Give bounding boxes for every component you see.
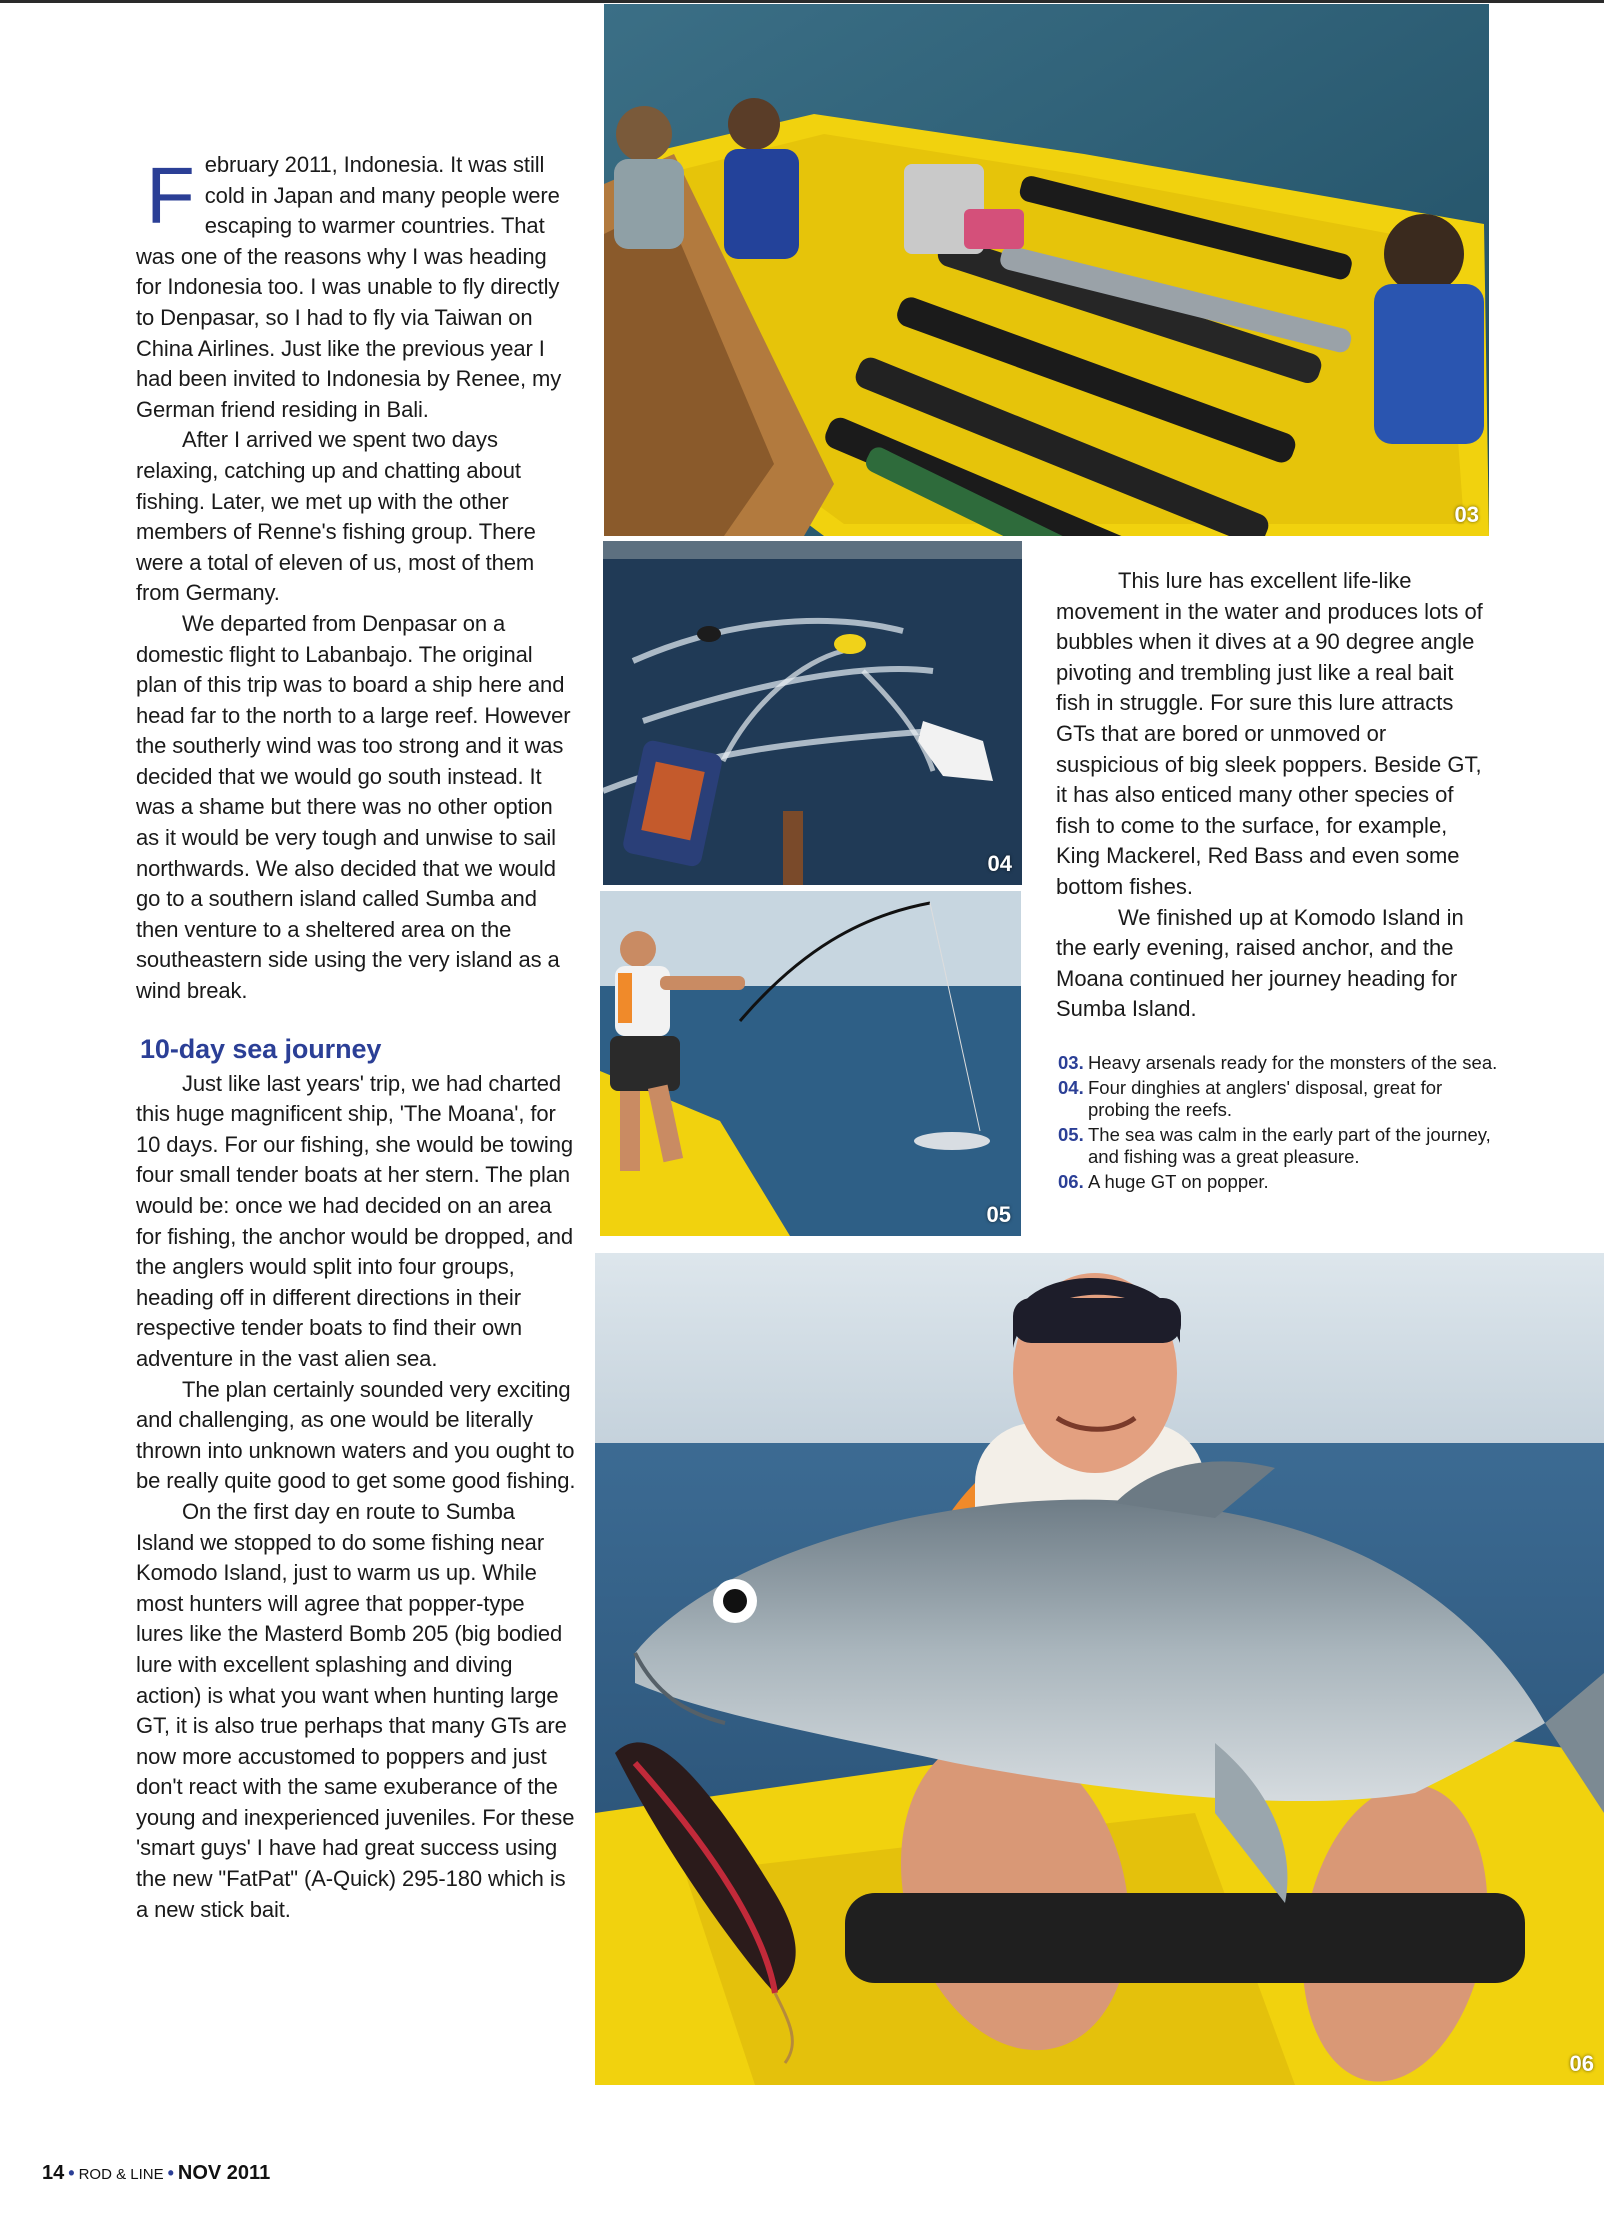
photo-rod-cases: [604, 4, 1489, 536]
section-heading: 10-day sea journey: [140, 1033, 382, 1064]
photo-angler-fighting-illustration: [600, 891, 1021, 1236]
photo-giant-trevally-illustration: [595, 1253, 1604, 2085]
photo-number: 03: [1454, 502, 1479, 527]
issue-date: NOV 2011: [177, 2162, 271, 2184]
photo-number: 05: [986, 1202, 1011, 1227]
caption-06: [1058, 1171, 1498, 1193]
bullet-separator: •: [167, 2163, 174, 2183]
photo-dinghies-illustration: [603, 541, 1022, 885]
caption-04: [1058, 1077, 1498, 1121]
body-paragraph-7: This lure has excellent life-like movement in the water and produces lots of bubbles when it dives at a 90 degree angle pivoting and trembling just like a real bait fish in struggle. For sure this lure attracts GTs that are bored or unmoved or suspicious of big sleek poppers. Beside GT, it has also enticed many other species of fish to come to the surface, for example, King Mackerel, Red Bass and even some bottom fishes.: [1056, 568, 1483, 899]
caption-number: 05.: [1058, 1124, 1084, 1145]
body-paragraph-3: We departed from Denpasar on a domestic flight to Labanbajo. The original plan of this trip was to board a ship here and head far to the north to a large reef. However the southerly wind was too strong and it was decided that we would go south instead. It was a shame but there was no other option as it would be very tough and unwise to sail northwards. We also decided that we would go to a southern island called Sumba and then venture to a sheltered area on the southeastern side using the very island as a wind break.: [136, 610, 571, 1004]
photo-dinghies: [603, 541, 1022, 885]
caption-number: 06.: [1058, 1171, 1084, 1192]
caption-03: [1058, 1052, 1498, 1074]
right-column: [1056, 566, 1488, 1025]
magazine-name: ROD & LINE: [78, 2166, 164, 2183]
body-paragraph-5: The plan certainly sounded very exciting and challenging, as one would be literally thrown into unknown waters and you ought to be really quite good to get some good fishing.: [136, 1376, 576, 1494]
caption-number: 04.: [1058, 1077, 1084, 1098]
top-rule: [0, 0, 1604, 3]
drop-cap: F: [146, 151, 195, 240]
caption-05: [1058, 1124, 1498, 1168]
photo-giant-trevally: [595, 1253, 1604, 2085]
body-paragraph-4: Just like last years' trip, we had charted this huge magnificent ship, 'The Moana', for 10 days. For our fishing, she would be towing four small tender boats at her stern. The plan would be: once we had decided on an area for fishing, the anchor would be dropped, and the anglers would split into four groups, heading off in different directions in their respective tender boats to find their own adventure in the vast alien sea.: [136, 1070, 574, 1371]
bullet-separator: •: [68, 2163, 75, 2183]
photo-number: 06: [1569, 2051, 1594, 2076]
body-paragraph-2: After I arrived we spent two days relaxing, catching up and chatting about fishing. Later, we met up with the other members of Renne's fishing group. There were a total of eleven of us, most of them from Germany.: [136, 427, 536, 606]
left-column: [136, 150, 576, 1925]
photo-angler-fighting: [600, 891, 1021, 1236]
body-paragraph-6: On the first day en route to Sumba Island we stopped to do some fishing near Komodo Island, just to warm us up. While most hunters will agree that popper-type lures like the Masterd Bomb 205 (big bodied lure with excellent splashing and diving action) is what you want when hunting large GT, it is also true perhaps that many GTs are now more accustomed to poppers and just don't react with the same exuberance of the young and inexperienced juveniles. For these 'smart guys' I have had great success using the new "FatPat" (A-Quick) 295-180 which is a new stick bait.: [136, 1498, 575, 1922]
body-paragraph-8: We finished up at Komodo Island in the early evening, raised anchor, and the Moana continued her journey heading for Sumba Island.: [1056, 904, 1464, 1022]
photo-captions: [1058, 1052, 1498, 1196]
photo-number: 04: [987, 851, 1012, 876]
photo-rod-cases-illustration: [604, 4, 1489, 536]
page-footer: [42, 2162, 270, 2185]
caption-text: A huge GT on popper.: [1088, 1171, 1269, 1192]
caption-text: The sea was calm in the early part of the journey, and fishing was a great pleasure.: [1088, 1124, 1491, 1167]
caption-text: Four dinghies at anglers' disposal, great for probing the reefs.: [1088, 1077, 1443, 1120]
intro-paragraph: [136, 150, 576, 425]
intro-text: ebruary 2011, Indonesia. It was still cold in Japan and many people were escaping to warmer countries. That was one of the reasons why I was heading for Indonesia too. I was unable to fly directly to Denpasar, so I had to fly via Taiwan on China Airlines. Just like the previous year I had been invited to Indonesia by Renee, my German friend residing in Bali.: [136, 152, 562, 422]
caption-text: Heavy arsenals ready for the monsters of the sea.: [1088, 1052, 1498, 1073]
caption-number: 03.: [1058, 1052, 1084, 1073]
page-number: 14: [42, 2162, 65, 2184]
